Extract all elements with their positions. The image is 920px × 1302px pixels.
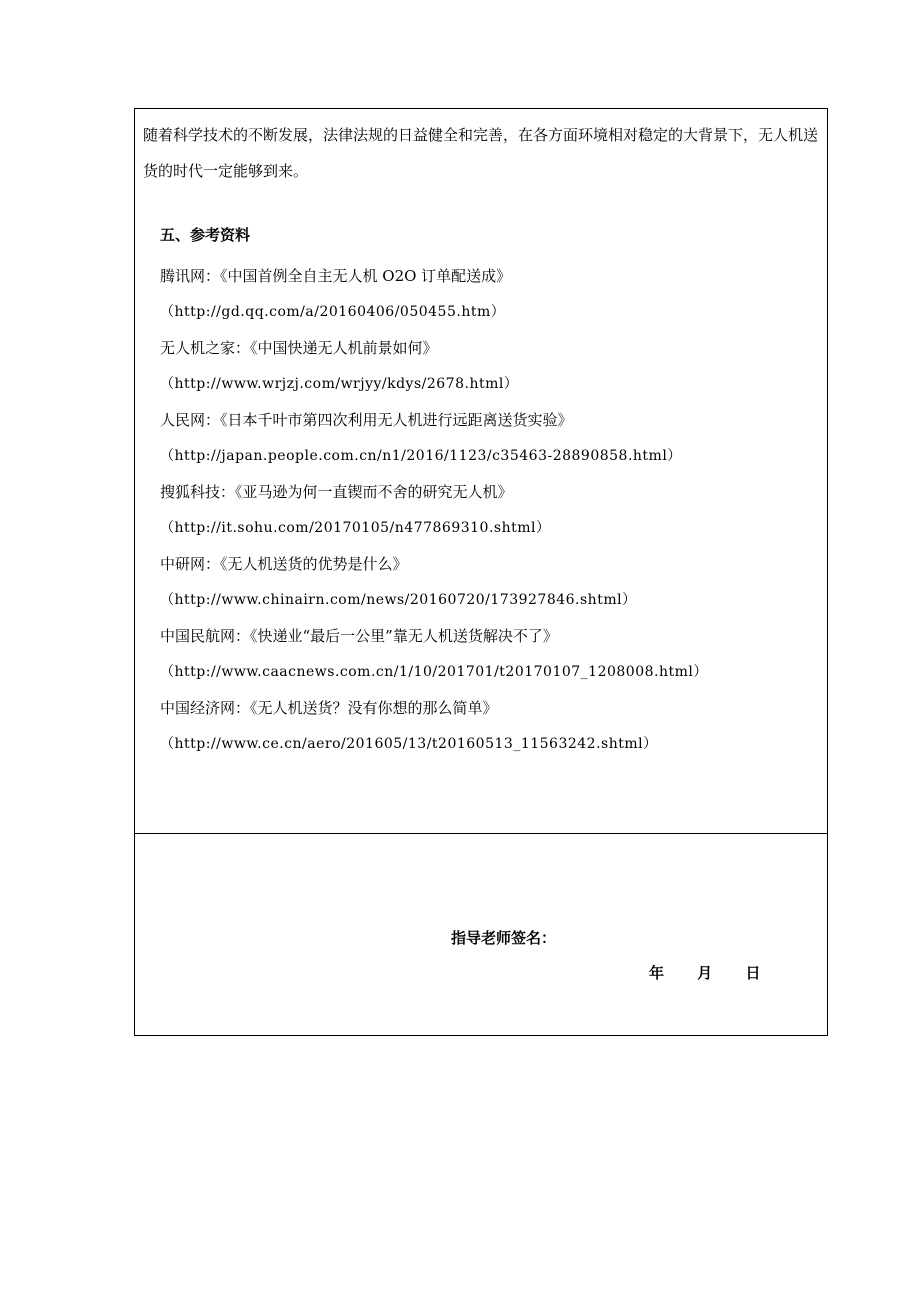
- reference-item: [160, 474, 820, 546]
- reference-title: 中国民航网：《快递业“最后一公里”靠无人机送货解决不了》: [160, 627, 558, 645]
- advisor-signature-label: 指导老师签名：: [451, 929, 557, 947]
- reference-title: 人民网：《日本千叶市第四次利用无人机进行远距离送货实验》: [160, 411, 573, 429]
- reference-title: 无人机之家：《中国快递无人机前景如何》: [160, 339, 438, 357]
- reference-item: [160, 618, 820, 690]
- reference-item: [160, 402, 820, 474]
- signature-cell: [135, 834, 827, 1035]
- reference-item: [160, 330, 820, 402]
- reference-url: （http://japan.people.com.cn/n1/2016/1123/c35463-28890858.html）: [160, 448, 682, 464]
- reference-item: [160, 690, 820, 762]
- reference-item: [160, 258, 820, 330]
- reference-title: 搜狐科技：《亚马逊为何一直锲而不舍的研究无人机》: [160, 483, 513, 501]
- date-day-label: 日: [745, 964, 761, 982]
- reference-item: [160, 546, 820, 618]
- date-month-label: 月: [697, 964, 713, 982]
- form-table: [134, 108, 828, 1036]
- reference-title: 腾讯网：《中国首例全自主无人机 O2O 订单配送成》: [160, 267, 512, 285]
- reference-url: （http://www.caacnews.com.cn/1/10/201701/t20170107_1208008.html）: [160, 664, 708, 680]
- signature-date: [649, 961, 761, 985]
- reference-url: （http://www.chinairn.com/news/20160720/173927846.shtml）: [160, 592, 637, 608]
- reference-title: 中研网：《无人机送货的优势是什么》: [160, 555, 408, 573]
- intro-paragraph: 随着科学技术的不断发展，法律法规的日益健全和完善，在各方面环境相对稳定的大背景下，无人机送货的时代一定能够到来。: [143, 126, 819, 180]
- content-cell: [135, 109, 827, 834]
- reference-url: （http://www.wrjzj.com/wrjyy/kdys/2678.html）: [160, 376, 519, 392]
- date-year-label: 年: [649, 964, 665, 982]
- reference-title: 中国经济网：《无人机送货？没有你想的那么简单》: [160, 699, 498, 717]
- reference-url: （http://www.ce.cn/aero/201605/13/t20160513_11563242.shtml）: [160, 736, 658, 752]
- reference-url: （http://it.sohu.com/20170105/n477869310.shtml）: [160, 520, 551, 536]
- reference-url: （http://gd.qq.com/a/20160406/050455.htm）: [160, 304, 506, 320]
- reference-list: [160, 258, 820, 762]
- references-heading: 五、参考资料: [160, 226, 251, 244]
